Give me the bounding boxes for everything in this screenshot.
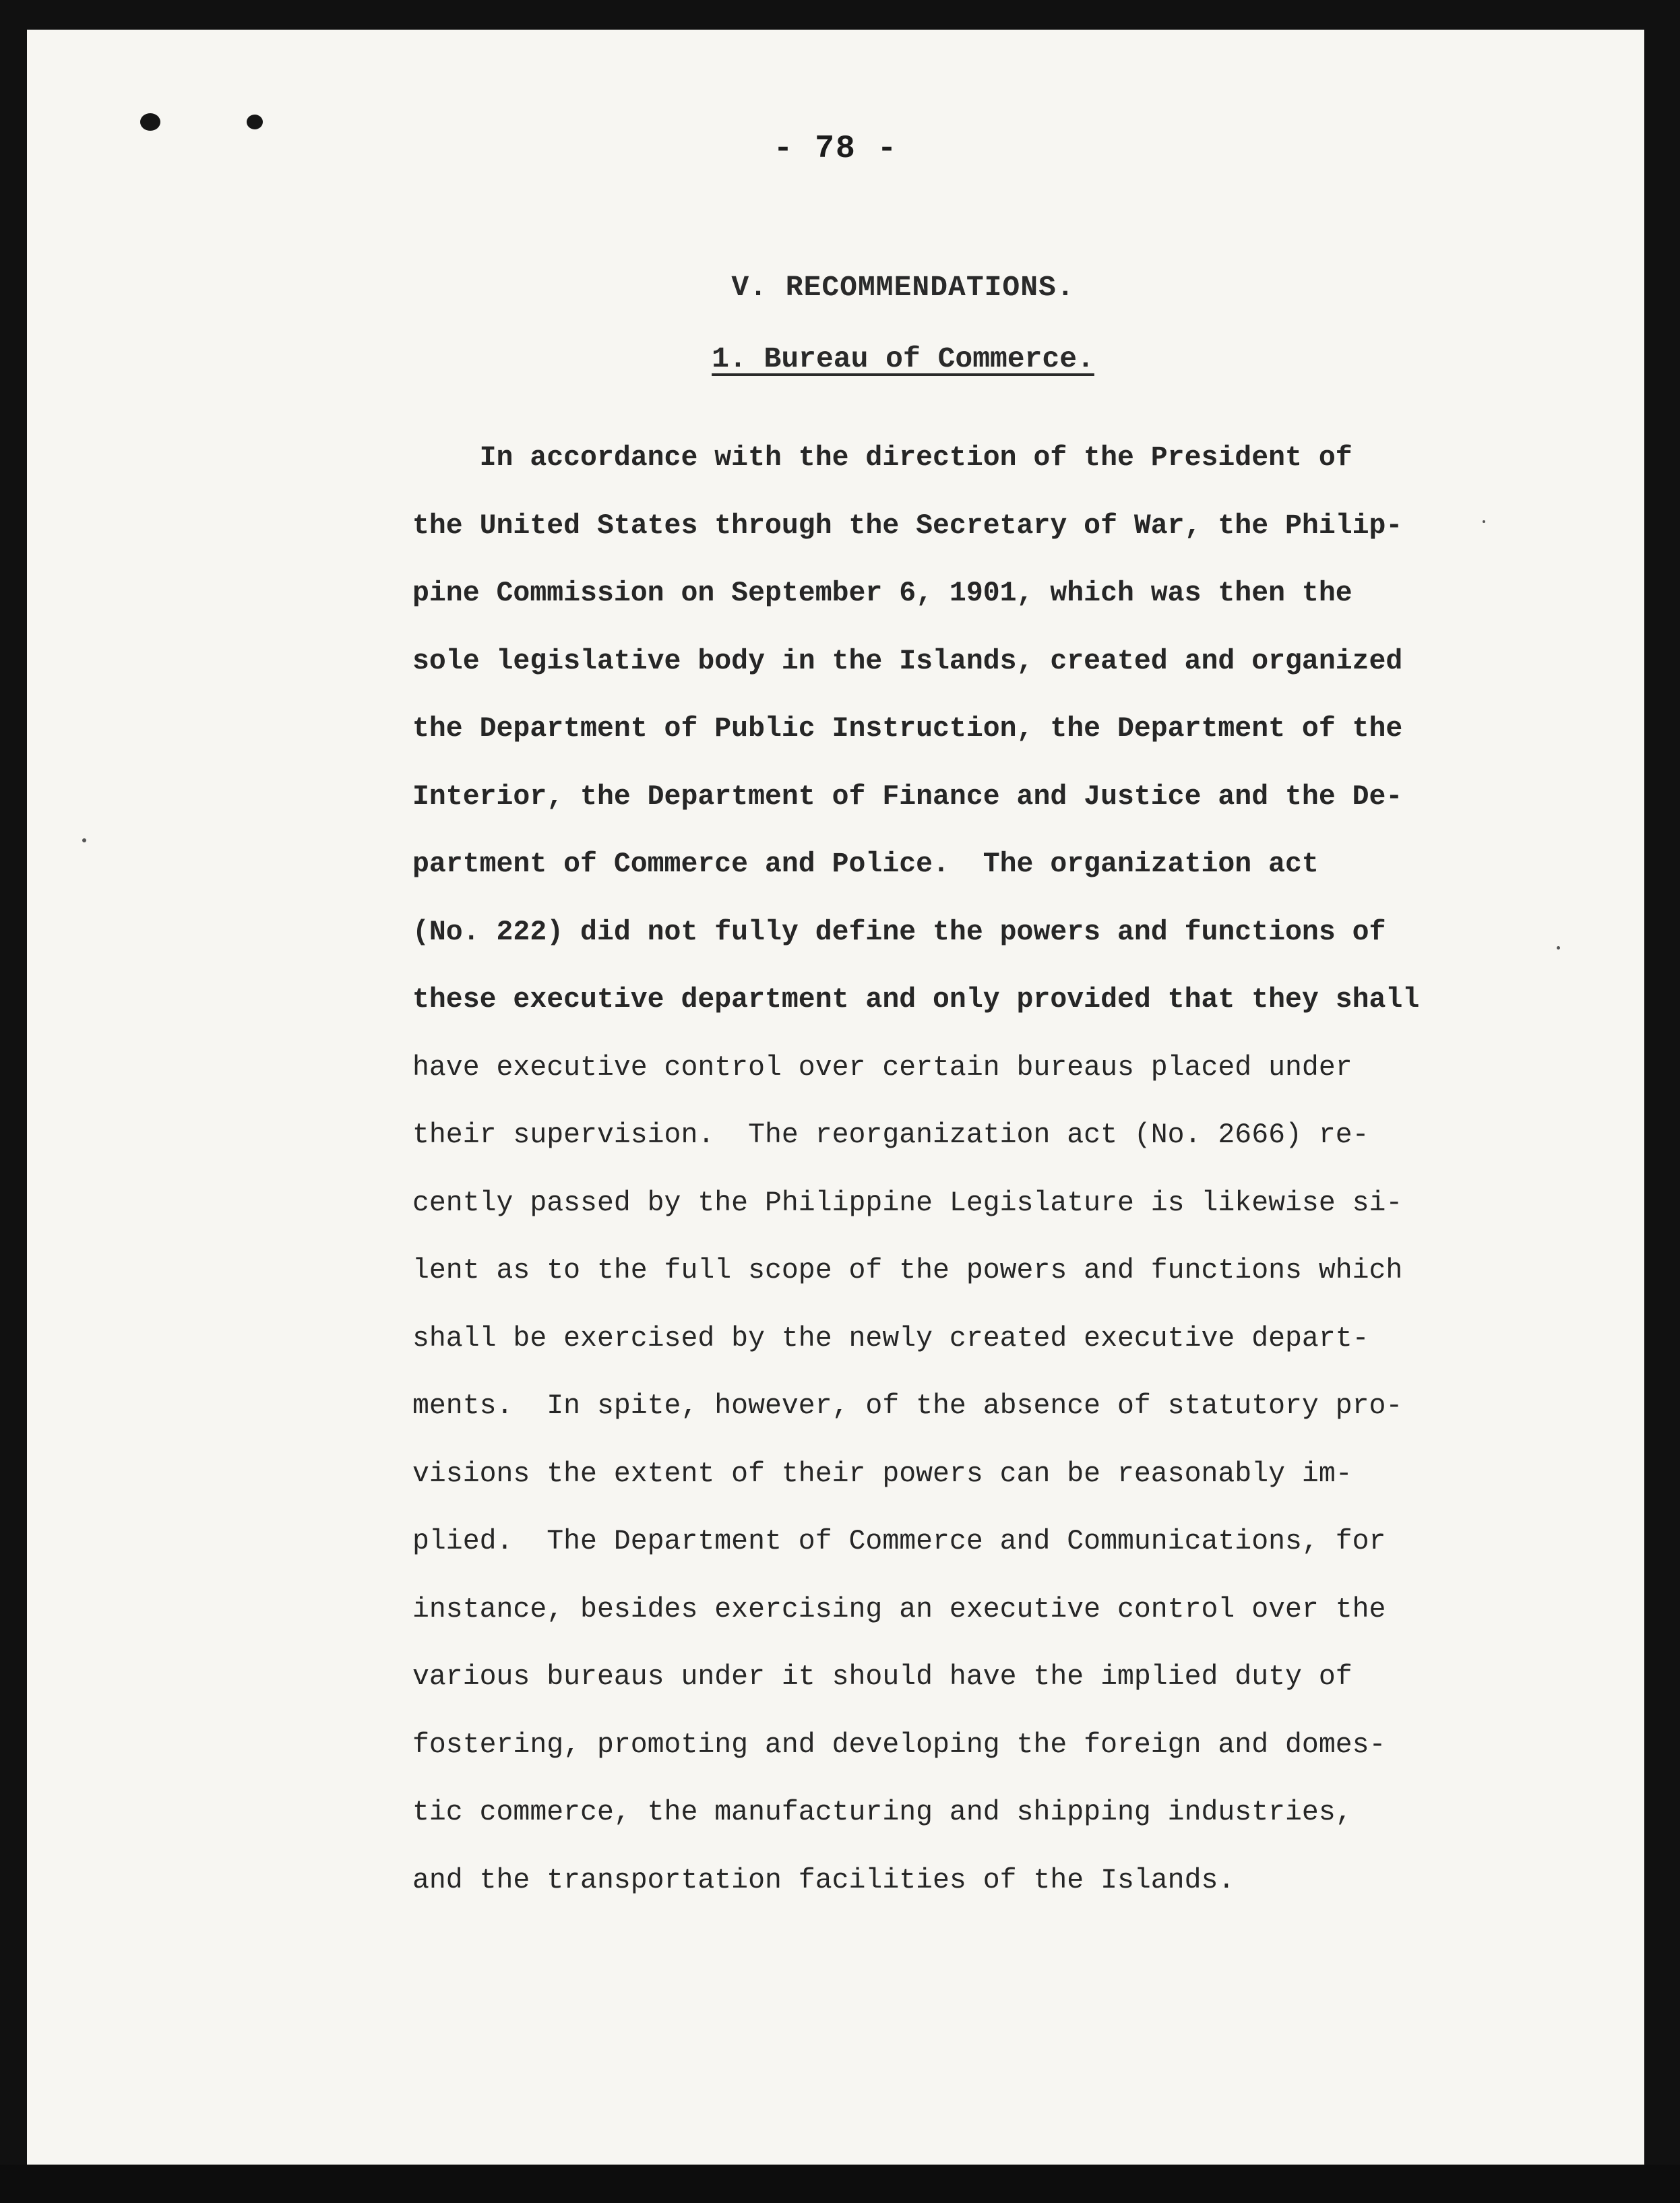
document-page <box>27 30 1644 2165</box>
body-line: plied. The Department of Commerce and Communications, for <box>412 1526 1386 1557</box>
body-line: have executive control over certain bureaus placed under <box>412 1051 1352 1084</box>
scan-border <box>0 2165 1680 2203</box>
body-line: the United States through the Secretary of War, the Philip- <box>412 509 1403 542</box>
body-paragraph <box>412 438 1464 1928</box>
body-line: (No. 222) did not fully define the powers and functions of <box>412 916 1386 948</box>
punch-hole-mark <box>247 115 263 129</box>
body-line: sole legislative body in the Islands, created and organized <box>412 645 1403 677</box>
body-line: their supervision. The reorganization act (No. 2666) re- <box>412 1119 1369 1151</box>
body-line: pine Commission on September 6, 1901, which was then the <box>412 578 1352 609</box>
section-heading: V. RECOMMENDATIONS. <box>731 271 1075 304</box>
body-line: Interior, the Department of Finance and Justice and the De- <box>412 780 1403 813</box>
body-line: fostering, promoting and developing the foreign and domes- <box>412 1729 1386 1761</box>
body-line: ments. In spite, however, of the absence of statutory pro- <box>412 1390 1403 1422</box>
body-line: various bureaus under it should have the implied duty of <box>412 1661 1352 1693</box>
paper-speck <box>82 838 86 842</box>
paper-speck <box>1557 946 1560 950</box>
body-line: visions the extent of their powers can be reasonably im- <box>412 1458 1352 1490</box>
body-line: instance, besides exercising an executive control over the <box>412 1593 1386 1625</box>
body-line: In accordance with the direction of the President of <box>412 442 1352 474</box>
body-line: and the transportation facilities of the Islands. <box>412 1864 1235 1896</box>
body-line: the Department of Public Instruction, the Department of the <box>412 713 1403 745</box>
body-line: partment of Commerce and Police. The organization act <box>412 848 1319 880</box>
page-number: - 78 - <box>773 131 898 167</box>
body-line: shall be exercised by the newly created executive depart- <box>412 1322 1369 1355</box>
body-line: these executive department and only provided that they shall <box>412 984 1420 1016</box>
subsection-heading-text: 1. Bureau of Commerce. <box>712 342 1094 375</box>
paper-speck <box>1483 520 1485 523</box>
body-line: tic commerce, the manufacturing and shipping industries, <box>412 1797 1352 1828</box>
punch-hole-mark <box>140 113 160 131</box>
body-line: lent as to the full scope of the powers and functions which <box>412 1255 1403 1286</box>
subsection-heading <box>27 342 1644 375</box>
body-line: cently passed by the Philippine Legislature is likewise si- <box>412 1187 1403 1219</box>
